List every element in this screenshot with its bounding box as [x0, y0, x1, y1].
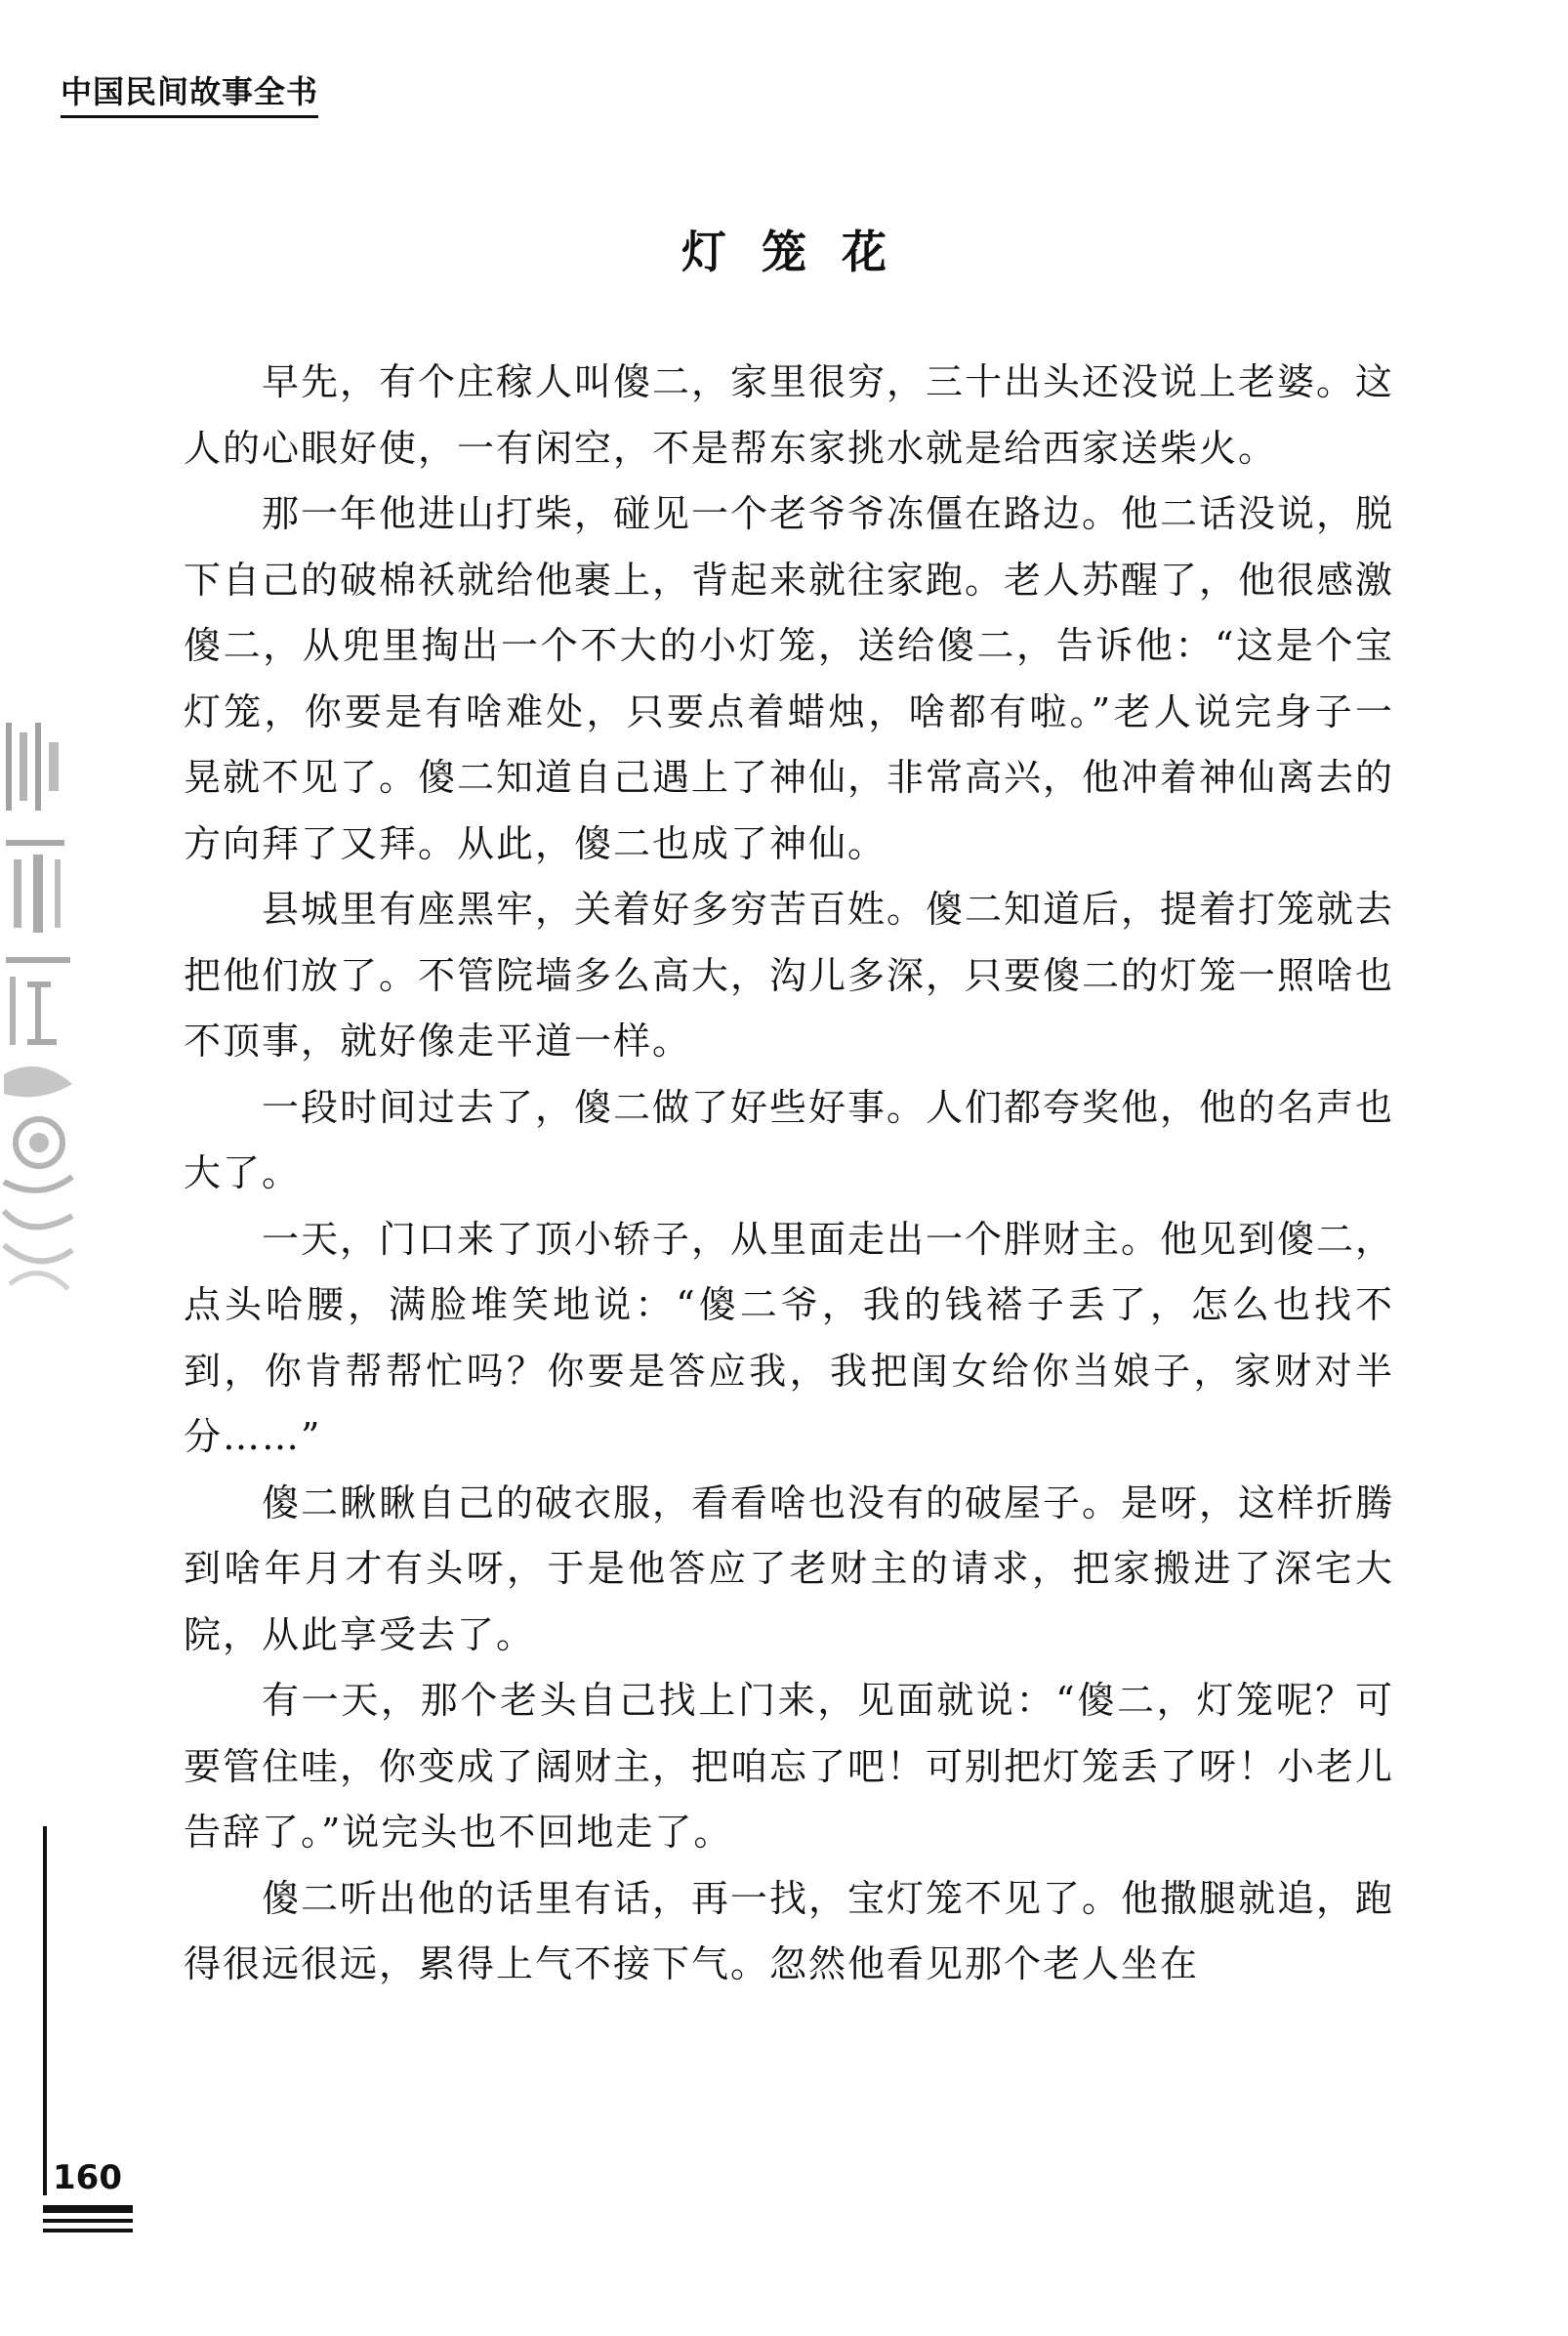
paragraph: 早先，有个庄稼人叫傻二，家里很穷，三十出头还没说上老婆。这人的心眼好使，一有闲空，不是帮东家挑水就是给西家送柴火。: [184, 360, 1395, 470]
running-head-book-title: 中国民间故事全书: [61, 72, 318, 118]
paragraph: 一天，门口来了顶小轿子，从里面走出一个胖财主。他见到傻二，点头哈腰，满脸堆笑地说：“傻二爷，我的钱褡子丢了，怎么也找不到，你肯帮帮忙吗？你要是答应我，我把闺女给你当娘子，家财对半分……”: [184, 1217, 1395, 1458]
margin-vertical-rule: [43, 1826, 47, 2195]
paragraph: 有一天，那个老头自己找上门来，见面就说：“傻二，灯笼呢？可要管住哇，你变成了阔财主，把咱忘了吧！可别把灯笼丢了呀！小老儿告辞了。”说完头也不回地走了。: [184, 1679, 1395, 1854]
paragraph: 傻二听出他的话里有话，再一找，宝灯笼不见了。他撒腿就追，跑得很远很远，累得上气不接下气。忽然他看见那个老人坐在: [184, 1876, 1395, 1985]
paragraph: 一段时间过去了，傻二做了好些好事。人们都夸奖他，他的名声也大了。: [184, 1085, 1395, 1194]
side-decoration-pattern-icon: [0, 713, 76, 1299]
page-number-rule: [43, 2219, 133, 2223]
page-number: 160: [53, 2158, 122, 2197]
page-number-rule: [43, 2205, 133, 2213]
story-title: 灯笼花: [681, 226, 922, 278]
paragraph: 县城里有座黑牢，关着好多穷苦百姓。傻二知道后，提着打笼就去把他们放了。不管院墙多么高大，沟儿多深，只要傻二的灯笼一照啥也不顶事，就好像走平道一样。: [184, 888, 1395, 1063]
paragraph: 那一年他进山打柴，碰见一个老爷爷冻僵在路边。他二话没说，脱下自己的破棉袄就给他裹上，背起来就往家跑。老人苏醒了，他很感激傻二，从兜里掏出一个不大的小灯笼，送给傻二，告诉他：“这是个宝灯笼，你要是有啥难处，只要点着蜡烛，啥都有啦。”老人说完身子一晃就不见了。傻二知道自己遇上了神仙，非常高兴，他冲着神仙离去的方向拜了又拜。从此，傻二也成了神仙。: [184, 492, 1395, 865]
story-body: [184, 350, 1394, 1998]
paragraph: 傻二瞅瞅自己的破衣服，看看啥也没有的破屋子。是呀，这样折腾到啥年月才有头呀，于是他答应了老财主的请求，把家搬进了深宅大院，从此享受去了。: [184, 1481, 1395, 1656]
page-number-rule: [43, 2229, 133, 2232]
